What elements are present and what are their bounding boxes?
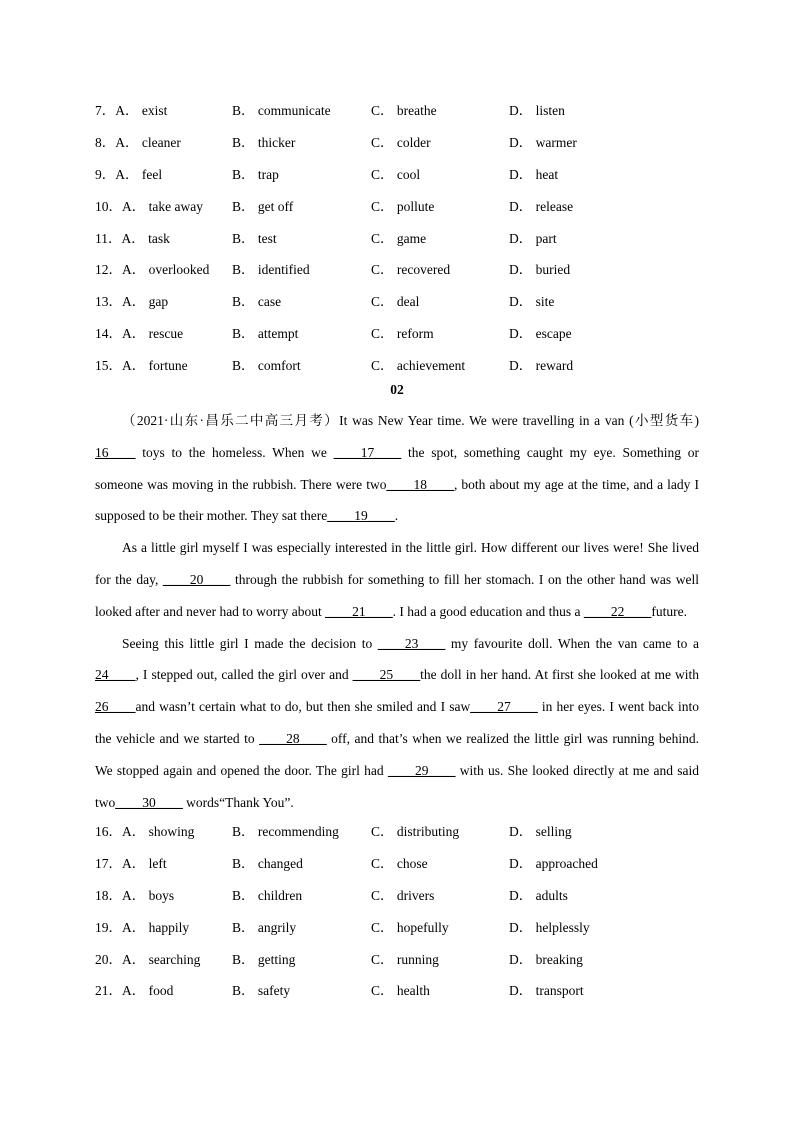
question-number: 15．: [95, 358, 122, 374]
blank-21: ____21____: [325, 603, 393, 619]
passage-paragraph-3: [95, 628, 699, 819]
option-b: B． thicker: [232, 134, 296, 150]
passage-text: and wasn’t certain what to do, but then she smiled and I saw: [135, 699, 471, 715]
option-d: D． reward: [509, 358, 574, 374]
option-b: B． case: [232, 294, 282, 310]
blank-29: ____29____: [387, 762, 456, 778]
option-c: C． distributing: [371, 824, 460, 839]
blank-28: ____28____: [259, 730, 327, 746]
passage-text: , I stepped out, called the girl over and: [135, 667, 353, 683]
question-row-18: [95, 887, 715, 919]
option-b: B． attempt: [232, 326, 299, 342]
question-number: 12．: [95, 262, 122, 278]
question-option-a: [95, 134, 181, 152]
passage-text: （2021·山东·昌乐二中高三月考）It was New Year time. We were travelling in a van (小型货车): [122, 413, 699, 428]
blank-26: 26____: [95, 699, 136, 715]
option-a: A． food: [122, 983, 174, 999]
option-c: C． health: [371, 983, 430, 999]
option-b: B． children: [232, 887, 303, 903]
question-option-a: [95, 166, 162, 184]
blank-23: ____23____: [377, 635, 446, 651]
question-list-bottom: [95, 823, 715, 1014]
option-b: B． comfort: [232, 358, 301, 374]
option-d: D． buried: [509, 262, 571, 278]
option-c: C． reform: [371, 326, 434, 342]
option-a: A． searching: [122, 951, 201, 967]
question-number: 16．: [95, 824, 122, 839]
blank-17: ____17____: [333, 444, 402, 460]
question-option-a: [95, 951, 200, 969]
question-number: 11．: [95, 230, 122, 246]
passage-text: words“Thank You”.: [182, 794, 294, 810]
option-a: A． take away: [122, 198, 203, 214]
option-a: A． exist: [115, 103, 168, 118]
section-title: 02: [390, 382, 404, 397]
question-option-a: [95, 102, 167, 120]
option-c: C． breathe: [371, 103, 437, 118]
blank-30: ____30____: [115, 794, 183, 810]
option-c: C． achievement: [371, 358, 466, 374]
question-row-11: [95, 230, 715, 262]
blank-19: ____19____: [327, 508, 395, 524]
passage-text: , both about my age at the time, and a lady I supposed to be their mother. They sat there: [95, 476, 699, 524]
passage-text: the doll in her hand. At first she looked at me with: [420, 667, 699, 683]
option-d: D． listen: [509, 103, 565, 118]
option-a: A． showing: [122, 824, 195, 839]
option-c: C． cool: [371, 166, 421, 182]
question-number: 10．: [95, 198, 122, 214]
passage-text: toys to the homeless. When we: [135, 444, 334, 460]
option-b: B． recommending: [232, 824, 339, 839]
option-d: D． warmer: [509, 134, 577, 150]
question-number: 14．: [95, 326, 122, 342]
question-number: 8．: [95, 134, 116, 150]
option-a: A． happily: [122, 919, 190, 935]
question-option-a: [95, 887, 174, 905]
option-d: D． transport: [509, 983, 584, 999]
question-list-top: [95, 102, 715, 389]
option-c: C． pollute: [371, 198, 435, 214]
blank-18: ____18____: [386, 476, 454, 492]
question-row-12: [95, 261, 715, 293]
passage-text: Seeing this little girl I made the decision to: [122, 635, 378, 651]
option-c: C． deal: [371, 294, 420, 310]
passage-text: As a little girl myself I was especially interested in the little girl. How different our lives were! She lived for the day,: [95, 540, 699, 587]
blank-25: ____25____: [352, 667, 421, 683]
passage-text: the spot, something caught my eye. Something or someone was moving in the rubbish. There were two: [95, 444, 699, 492]
blank-20: ____20____: [162, 571, 231, 587]
question-number: 18．: [95, 887, 122, 903]
question-number: 7．: [95, 103, 116, 118]
question-option-a: [95, 357, 188, 375]
cloze-passage: [95, 405, 699, 818]
passage-text: my favourite doll. When the van came to a: [445, 635, 699, 651]
option-d: D． heat: [509, 166, 559, 182]
option-b: B． get off: [232, 198, 294, 214]
option-c: C． running: [371, 951, 439, 967]
question-number: 21．: [95, 983, 122, 999]
option-b: B． test: [232, 230, 277, 246]
question-row-20: [95, 951, 715, 983]
option-b: B． safety: [232, 983, 291, 999]
option-c: C． recovered: [371, 262, 451, 278]
option-a: A． left: [122, 855, 167, 871]
question-option-a: [95, 261, 209, 279]
option-d: D． breaking: [509, 951, 583, 967]
passage-text: off, and that’s when we realized the little girl was running behind. We stopped again and opened the door. The girl had: [95, 730, 699, 778]
option-c: C． chose: [371, 855, 428, 871]
option-c: C． hopefully: [371, 919, 449, 935]
passage-text: future.: [651, 603, 687, 619]
option-d: D． adults: [509, 887, 568, 903]
passage-paragraph-2: [95, 532, 699, 627]
question-row-9: [95, 166, 715, 198]
option-b: B． communicate: [232, 103, 331, 118]
option-a: A． boys: [122, 887, 175, 903]
option-a: A． feel: [115, 166, 163, 182]
question-option-a: [95, 325, 183, 343]
option-c: C． game: [371, 230, 427, 246]
passage-text: through the rubbish for something to fill her stomach. I on the other hand was well looked after and never had to worry about: [95, 571, 699, 619]
option-b: B． identified: [232, 262, 310, 278]
option-b: B． trap: [232, 166, 279, 182]
option-a: A． overlooked: [122, 262, 210, 278]
question-row-19: [95, 919, 715, 951]
blank-22: ____22____: [583, 603, 652, 619]
question-number: 9．: [95, 166, 116, 182]
option-a: A． cleaner: [115, 134, 181, 150]
question-row-16: [95, 823, 715, 855]
question-option-a: [95, 230, 170, 248]
question-row-14: [95, 325, 715, 357]
question-row-8: [95, 134, 715, 166]
blank-24: 24____: [95, 667, 136, 683]
question-row-21: [95, 982, 715, 1014]
option-b: B． angrily: [232, 919, 297, 935]
passage-text: .: [394, 508, 399, 524]
blank-16: 16____: [95, 444, 136, 460]
passage-text: with us. She looked directly at me and said two: [95, 762, 699, 810]
passage-text: . I had a good education and thus a: [392, 603, 584, 619]
option-b: B． getting: [232, 951, 296, 967]
passage-paragraph-1: [95, 405, 699, 532]
option-d: D． release: [509, 198, 574, 214]
question-row-17: [95, 855, 715, 887]
question-row-7: [95, 102, 715, 134]
option-b: B． changed: [232, 855, 303, 871]
option-d: D． escape: [509, 326, 572, 342]
option-c: C． drivers: [371, 887, 435, 903]
question-row-10: [95, 198, 715, 230]
question-option-a: [95, 855, 167, 873]
question-option-a: [95, 982, 173, 1000]
option-d: D． helplessly: [509, 919, 590, 935]
question-row-13: [95, 293, 715, 325]
option-d: D． approached: [509, 855, 598, 871]
passage-text: in her eyes. I went back into the vehicle and we started to: [95, 699, 699, 746]
question-number: 19．: [95, 919, 122, 935]
question-number: 13．: [95, 294, 122, 310]
option-d: D． part: [509, 230, 557, 246]
question-option-a: [95, 293, 168, 311]
blank-27: ____27____: [470, 699, 538, 715]
option-d: D． selling: [509, 824, 572, 839]
question-number: 20．: [95, 951, 122, 967]
question-option-a: [95, 919, 189, 937]
question-number: 17．: [95, 855, 122, 871]
option-a: A． rescue: [122, 326, 184, 342]
option-d: D． site: [509, 294, 555, 310]
option-a: A． fortune: [122, 358, 188, 374]
option-c: C． colder: [371, 134, 431, 150]
option-a: A． task: [121, 230, 170, 246]
question-option-a: [95, 823, 194, 841]
option-a: A． gap: [122, 294, 169, 310]
question-option-a: [95, 198, 203, 216]
